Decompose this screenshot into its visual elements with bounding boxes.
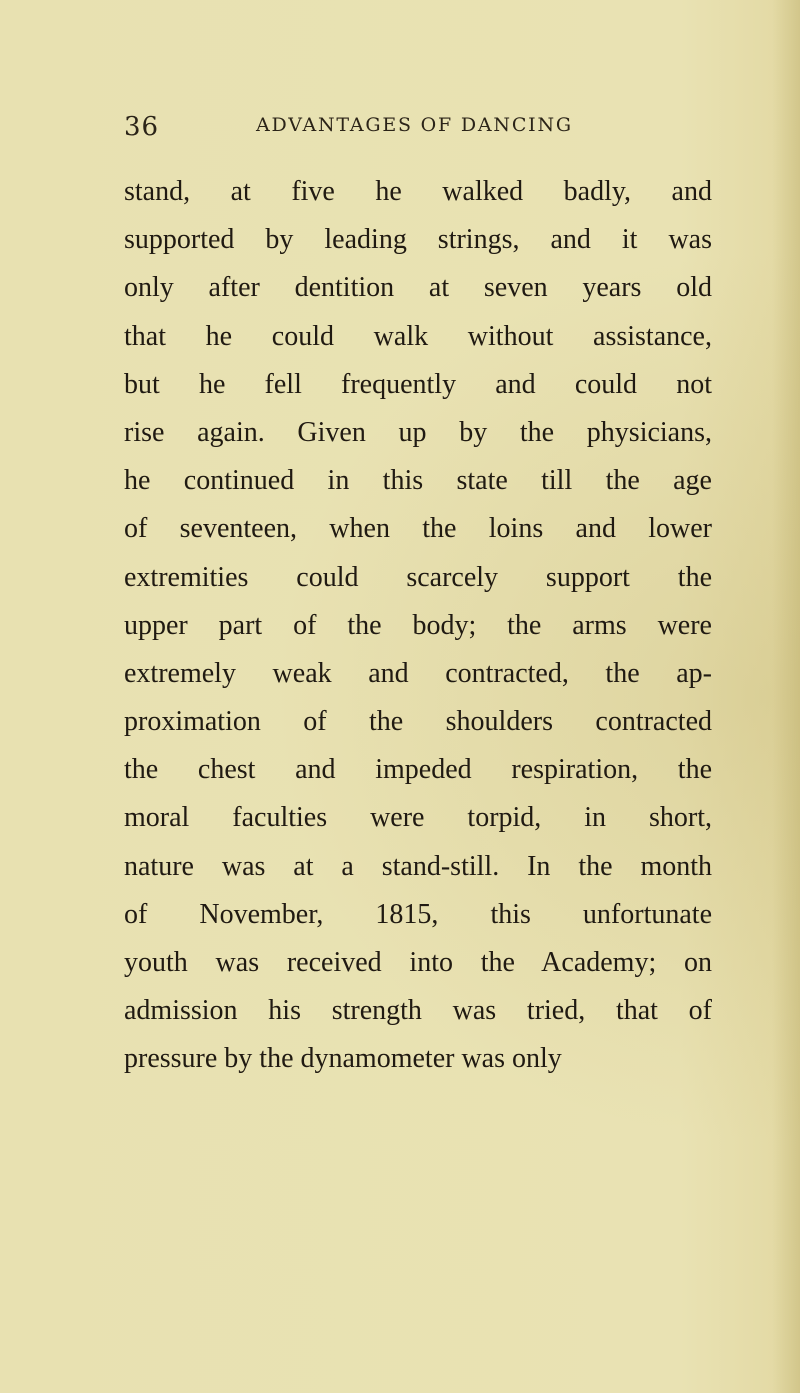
text-line: of November, 1815, this unfortunate (124, 898, 712, 930)
page-edge-shadow (772, 0, 800, 1393)
text-line: admission his strength was tried, that of (124, 995, 712, 1027)
text-line: extremities could scarcely support the (124, 561, 712, 593)
text-line: that he could walk without assistance, (124, 320, 712, 352)
text-line: he continued in this state till the age (124, 465, 712, 497)
text-line: only after dentition at seven years old (124, 272, 712, 304)
text-line: supported by leading strings, and it was (124, 224, 712, 256)
text-line: stand, at five he walked badly, and (124, 176, 712, 207)
text-line: nature was at a stand-still. In the month (124, 850, 712, 882)
text-line: extremely weak and contracted, the ap- (124, 657, 712, 689)
text-line: upper part of the body; the arms were (124, 609, 712, 641)
text-line: proximation of the shoulders contracted (124, 706, 712, 738)
text-line: youth was received into the Academy; on (124, 947, 712, 978)
text-line: rise again. Given up by the physicians, (124, 416, 712, 448)
text-line: of seventeen, when the loins and lower (124, 513, 712, 545)
text-line: pressure by the dynamometer was only (124, 1043, 562, 1075)
text-line: the chest and impeded respiration, the (124, 754, 712, 786)
running-head: ADVANTAGES OF DANCING (256, 114, 573, 136)
text-line: but he fell frequently and could not (124, 368, 712, 400)
page-number: 36 (124, 112, 160, 142)
page-header (124, 112, 724, 152)
body-text (124, 168, 712, 1084)
text-line: moral faculties were torpid, in short, (124, 802, 712, 834)
